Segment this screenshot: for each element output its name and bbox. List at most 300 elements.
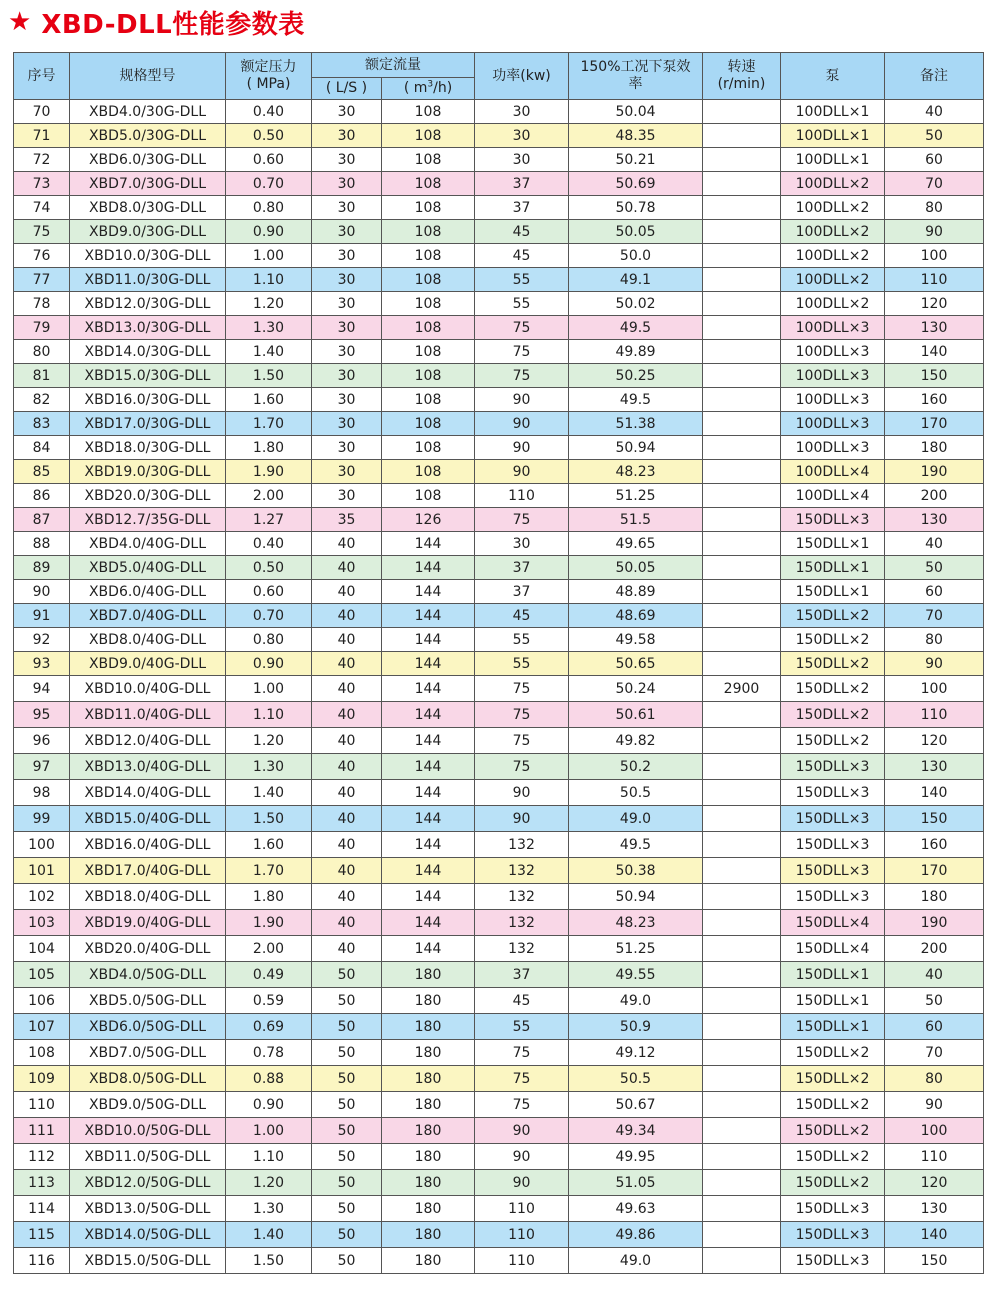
cell-remark: 90	[885, 652, 984, 676]
cell-efficiency: 49.0	[569, 1248, 703, 1274]
cell-speed	[703, 1066, 781, 1092]
cell-power: 37	[475, 196, 569, 220]
cell-no: 111	[14, 1118, 70, 1144]
table-row	[14, 676, 984, 702]
cell-pressure: 1.80	[226, 884, 312, 910]
table-row	[14, 1196, 984, 1222]
cell-remark: 80	[885, 628, 984, 652]
table-row	[14, 628, 984, 652]
cell-pressure: 1.80	[226, 436, 312, 460]
cell-remark: 200	[885, 936, 984, 962]
cell-flow-m3h: 108	[382, 244, 475, 268]
cell-efficiency: 51.25	[569, 484, 703, 508]
cell-speed	[703, 244, 781, 268]
cell-power: 30	[475, 100, 569, 124]
cell-pressure: 0.60	[226, 580, 312, 604]
cell-model: XBD11.0/40G-DLL	[70, 702, 226, 728]
table-row	[14, 962, 984, 988]
cell-no: 113	[14, 1170, 70, 1196]
cell-no: 82	[14, 388, 70, 412]
cell-power: 75	[475, 1066, 569, 1092]
cell-pressure: 0.40	[226, 532, 312, 556]
table-row	[14, 388, 984, 412]
cell-remark: 170	[885, 858, 984, 884]
cell-efficiency: 48.69	[569, 604, 703, 628]
cell-model: XBD6.0/50G-DLL	[70, 1014, 226, 1040]
cell-speed	[703, 1092, 781, 1118]
cell-power: 90	[475, 388, 569, 412]
cell-remark: 110	[885, 1144, 984, 1170]
cell-efficiency: 49.12	[569, 1040, 703, 1066]
cell-power: 30	[475, 124, 569, 148]
cell-flow-ls: 40	[312, 702, 382, 728]
table-row	[14, 1014, 984, 1040]
cell-speed	[703, 436, 781, 460]
cell-flow-m3h: 108	[382, 148, 475, 172]
table-row	[14, 1222, 984, 1248]
cell-power: 90	[475, 1144, 569, 1170]
cell-flow-ls: 30	[312, 460, 382, 484]
cell-efficiency: 49.34	[569, 1118, 703, 1144]
cell-flow-ls: 40	[312, 936, 382, 962]
cell-power: 37	[475, 962, 569, 988]
cell-model: XBD17.0/40G-DLL	[70, 858, 226, 884]
cell-flow-ls: 40	[312, 910, 382, 936]
cell-no: 96	[14, 728, 70, 754]
cell-efficiency: 50.05	[569, 220, 703, 244]
table-row	[14, 936, 984, 962]
cell-pump: 150DLL×1	[781, 532, 885, 556]
cell-speed	[703, 100, 781, 124]
cell-speed	[703, 316, 781, 340]
cell-remark: 130	[885, 508, 984, 532]
cell-model: XBD18.0/30G-DLL	[70, 436, 226, 460]
cell-efficiency: 49.1	[569, 268, 703, 292]
cell-no: 95	[14, 702, 70, 728]
cell-remark: 170	[885, 412, 984, 436]
cell-efficiency: 50.9	[569, 1014, 703, 1040]
table-row	[14, 460, 984, 484]
header-efficiency-line2: 率	[628, 76, 643, 92]
table-row	[14, 780, 984, 806]
cell-pressure: 1.60	[226, 832, 312, 858]
cell-model: XBD11.0/50G-DLL	[70, 1144, 226, 1170]
cell-no: 84	[14, 436, 70, 460]
cell-flow-ls: 30	[312, 316, 382, 340]
cell-flow-m3h: 144	[382, 676, 475, 702]
cell-efficiency: 49.55	[569, 962, 703, 988]
cell-pump: 100DLL×4	[781, 484, 885, 508]
cell-efficiency: 50.5	[569, 780, 703, 806]
cell-pump: 150DLL×2	[781, 702, 885, 728]
cell-power: 90	[475, 806, 569, 832]
table-row	[14, 1170, 984, 1196]
cell-no: 71	[14, 124, 70, 148]
cell-power: 55	[475, 652, 569, 676]
cell-efficiency: 49.5	[569, 832, 703, 858]
cell-remark: 100	[885, 1118, 984, 1144]
table-row	[14, 728, 984, 754]
cell-model: XBD20.0/40G-DLL	[70, 936, 226, 962]
cell-speed	[703, 532, 781, 556]
cell-power: 75	[475, 364, 569, 388]
header-pressure-unit: ( MPa)	[246, 76, 291, 92]
cell-flow-ls: 35	[312, 508, 382, 532]
cell-no: 87	[14, 508, 70, 532]
cell-remark: 200	[885, 484, 984, 508]
cell-speed	[703, 702, 781, 728]
cell-flow-m3h: 108	[382, 100, 475, 124]
cell-speed	[703, 124, 781, 148]
cell-pressure: 0.80	[226, 628, 312, 652]
cell-speed	[703, 1248, 781, 1274]
cell-flow-ls: 30	[312, 364, 382, 388]
cell-no: 115	[14, 1222, 70, 1248]
cell-pump: 150DLL×4	[781, 936, 885, 962]
cell-efficiency: 50.69	[569, 172, 703, 196]
cell-model: XBD16.0/40G-DLL	[70, 832, 226, 858]
cell-pressure: 0.90	[226, 220, 312, 244]
table-row	[14, 1248, 984, 1274]
cell-no: 78	[14, 292, 70, 316]
cell-no: 74	[14, 196, 70, 220]
cell-efficiency: 50.05	[569, 556, 703, 580]
cell-speed	[703, 556, 781, 580]
cell-efficiency: 50.5	[569, 1066, 703, 1092]
cell-power: 75	[475, 340, 569, 364]
cell-efficiency: 49.82	[569, 728, 703, 754]
cell-flow-m3h: 108	[382, 316, 475, 340]
cell-flow-m3h: 108	[382, 364, 475, 388]
table-body	[14, 100, 984, 1274]
cell-flow-ls: 30	[312, 100, 382, 124]
cell-power: 132	[475, 832, 569, 858]
cell-power: 45	[475, 244, 569, 268]
cell-pump: 150DLL×2	[781, 1170, 885, 1196]
cell-pump: 100DLL×2	[781, 172, 885, 196]
table-row	[14, 220, 984, 244]
cell-speed	[703, 364, 781, 388]
cell-speed	[703, 460, 781, 484]
cell-no: 86	[14, 484, 70, 508]
cell-flow-m3h: 144	[382, 910, 475, 936]
cell-pressure: 0.49	[226, 962, 312, 988]
cell-efficiency: 49.5	[569, 388, 703, 412]
cell-model: XBD9.0/30G-DLL	[70, 220, 226, 244]
cell-pump: 150DLL×2	[781, 604, 885, 628]
cell-pump: 100DLL×2	[781, 196, 885, 220]
cell-no: 102	[14, 884, 70, 910]
cell-no: 107	[14, 1014, 70, 1040]
cell-speed	[703, 172, 781, 196]
cell-flow-ls: 40	[312, 556, 382, 580]
cell-pump: 150DLL×1	[781, 988, 885, 1014]
cell-pressure: 1.20	[226, 728, 312, 754]
cell-model: XBD11.0/30G-DLL	[70, 268, 226, 292]
cell-pressure: 1.10	[226, 268, 312, 292]
cell-no: 106	[14, 988, 70, 1014]
cell-speed	[703, 1196, 781, 1222]
cell-no: 83	[14, 412, 70, 436]
cell-pump: 100DLL×1	[781, 124, 885, 148]
cell-no: 75	[14, 220, 70, 244]
cell-model: XBD7.0/30G-DLL	[70, 172, 226, 196]
cell-flow-ls: 50	[312, 1092, 382, 1118]
table-row	[14, 1040, 984, 1066]
cell-pressure: 1.40	[226, 780, 312, 806]
cell-remark: 160	[885, 832, 984, 858]
cell-no: 103	[14, 910, 70, 936]
cell-remark: 120	[885, 292, 984, 316]
header-efficiency	[569, 53, 703, 100]
cell-pump: 150DLL×3	[781, 780, 885, 806]
cell-power: 75	[475, 1040, 569, 1066]
cell-model: XBD19.0/40G-DLL	[70, 910, 226, 936]
cell-pressure: 0.90	[226, 1092, 312, 1118]
cell-model: XBD15.0/30G-DLL	[70, 364, 226, 388]
cell-efficiency: 48.89	[569, 580, 703, 604]
cell-power: 75	[475, 676, 569, 702]
cell-model: XBD9.0/50G-DLL	[70, 1092, 226, 1118]
cell-pump: 150DLL×2	[781, 652, 885, 676]
cell-no: 110	[14, 1092, 70, 1118]
cell-remark: 180	[885, 884, 984, 910]
performance-table	[13, 52, 984, 1274]
cell-speed	[703, 780, 781, 806]
cell-power: 132	[475, 936, 569, 962]
cell-pump: 150DLL×2	[781, 1118, 885, 1144]
cell-pressure: 1.30	[226, 316, 312, 340]
cell-remark: 70	[885, 1040, 984, 1066]
cell-speed	[703, 508, 781, 532]
cell-speed	[703, 652, 781, 676]
cell-model: XBD6.0/30G-DLL	[70, 148, 226, 172]
cell-flow-ls: 50	[312, 1066, 382, 1092]
cell-pressure: 2.00	[226, 936, 312, 962]
cell-remark: 150	[885, 806, 984, 832]
cell-model: XBD18.0/40G-DLL	[70, 884, 226, 910]
cell-flow-m3h: 108	[382, 388, 475, 412]
cell-no: 116	[14, 1248, 70, 1274]
cell-efficiency: 50.21	[569, 148, 703, 172]
cell-efficiency: 50.94	[569, 884, 703, 910]
cell-pump: 100DLL×2	[781, 268, 885, 292]
cell-flow-m3h: 180	[382, 1196, 475, 1222]
cell-remark: 60	[885, 580, 984, 604]
cell-flow-m3h: 108	[382, 220, 475, 244]
cell-power: 132	[475, 858, 569, 884]
cell-flow-m3h: 180	[382, 1092, 475, 1118]
cell-flow-ls: 40	[312, 728, 382, 754]
cell-efficiency: 49.0	[569, 988, 703, 1014]
cell-flow-m3h: 180	[382, 962, 475, 988]
cell-speed	[703, 1014, 781, 1040]
cell-flow-m3h: 144	[382, 532, 475, 556]
cell-pump: 100DLL×2	[781, 244, 885, 268]
cell-remark: 150	[885, 1248, 984, 1274]
cell-flow-m3h: 126	[382, 508, 475, 532]
cell-flow-m3h: 108	[382, 484, 475, 508]
cell-no: 88	[14, 532, 70, 556]
cell-remark: 110	[885, 268, 984, 292]
cell-power: 37	[475, 556, 569, 580]
cell-model: XBD8.0/40G-DLL	[70, 628, 226, 652]
cell-flow-ls: 40	[312, 652, 382, 676]
cell-pressure: 1.30	[226, 754, 312, 780]
cell-no: 99	[14, 806, 70, 832]
cell-flow-ls: 30	[312, 436, 382, 460]
cell-efficiency: 51.05	[569, 1170, 703, 1196]
cell-flow-ls: 40	[312, 832, 382, 858]
cell-speed	[703, 1170, 781, 1196]
cell-speed	[703, 580, 781, 604]
cell-flow-ls: 30	[312, 388, 382, 412]
cell-pressure: 1.30	[226, 1196, 312, 1222]
cell-pump: 150DLL×3	[781, 832, 885, 858]
table-row	[14, 1066, 984, 1092]
cell-efficiency: 49.0	[569, 806, 703, 832]
cell-model: XBD7.0/40G-DLL	[70, 604, 226, 628]
cell-power: 45	[475, 604, 569, 628]
star-icon: ★	[8, 7, 32, 37]
cell-power: 37	[475, 580, 569, 604]
cell-remark: 40	[885, 962, 984, 988]
cell-no: 70	[14, 100, 70, 124]
cell-efficiency: 50.65	[569, 652, 703, 676]
table-row	[14, 364, 984, 388]
cell-efficiency: 50.2	[569, 754, 703, 780]
cell-efficiency: 50.61	[569, 702, 703, 728]
cell-speed	[703, 292, 781, 316]
cell-speed: 2900	[703, 676, 781, 702]
cell-model: XBD4.0/50G-DLL	[70, 962, 226, 988]
cell-model: XBD12.0/40G-DLL	[70, 728, 226, 754]
cell-power: 75	[475, 316, 569, 340]
cell-efficiency: 51.25	[569, 936, 703, 962]
cell-remark: 100	[885, 244, 984, 268]
cell-power: 132	[475, 884, 569, 910]
table-row	[14, 508, 984, 532]
cell-pump: 150DLL×1	[781, 556, 885, 580]
table-row	[14, 532, 984, 556]
cell-pressure: 0.78	[226, 1040, 312, 1066]
cell-speed	[703, 1222, 781, 1248]
page-title	[8, 2, 305, 42]
header-flow: 额定流量	[312, 53, 475, 78]
cell-power: 110	[475, 1222, 569, 1248]
cell-no: 101	[14, 858, 70, 884]
cell-efficiency: 50.67	[569, 1092, 703, 1118]
cell-flow-ls: 40	[312, 806, 382, 832]
cell-model: XBD10.0/40G-DLL	[70, 676, 226, 702]
cell-model: XBD5.0/40G-DLL	[70, 556, 226, 580]
cell-flow-m3h: 144	[382, 628, 475, 652]
cell-no: 100	[14, 832, 70, 858]
cell-pump: 100DLL×3	[781, 316, 885, 340]
cell-speed	[703, 1144, 781, 1170]
cell-efficiency: 49.58	[569, 628, 703, 652]
cell-pump: 150DLL×3	[781, 1248, 885, 1274]
cell-pressure: 0.60	[226, 148, 312, 172]
cell-speed	[703, 388, 781, 412]
cell-power: 90	[475, 412, 569, 436]
cell-no: 73	[14, 172, 70, 196]
cell-no: 98	[14, 780, 70, 806]
cell-remark: 130	[885, 754, 984, 780]
cell-pump: 100DLL×3	[781, 436, 885, 460]
cell-flow-ls: 50	[312, 1222, 382, 1248]
table-row	[14, 292, 984, 316]
header-flow-m3h	[382, 78, 475, 100]
cell-pump: 150DLL×4	[781, 910, 885, 936]
cell-efficiency: 50.04	[569, 100, 703, 124]
cell-remark: 120	[885, 1170, 984, 1196]
cell-power: 75	[475, 702, 569, 728]
cell-power: 90	[475, 436, 569, 460]
cell-pump: 150DLL×3	[781, 754, 885, 780]
table-row	[14, 988, 984, 1014]
cell-no: 76	[14, 244, 70, 268]
cell-pressure: 1.40	[226, 340, 312, 364]
cell-flow-m3h: 180	[382, 1040, 475, 1066]
cell-power: 45	[475, 220, 569, 244]
cell-flow-ls: 50	[312, 1170, 382, 1196]
cell-speed	[703, 858, 781, 884]
table-row	[14, 1118, 984, 1144]
cell-efficiency: 49.86	[569, 1222, 703, 1248]
cell-no: 81	[14, 364, 70, 388]
cell-power: 30	[475, 148, 569, 172]
table-row	[14, 556, 984, 580]
cell-pressure: 0.50	[226, 124, 312, 148]
cell-pump: 150DLL×3	[781, 1222, 885, 1248]
table-row	[14, 604, 984, 628]
cell-power: 90	[475, 1118, 569, 1144]
cell-flow-m3h: 144	[382, 556, 475, 580]
cell-efficiency: 50.25	[569, 364, 703, 388]
cell-speed	[703, 220, 781, 244]
cell-speed	[703, 268, 781, 292]
cell-efficiency: 51.38	[569, 412, 703, 436]
cell-pump: 150DLL×2	[781, 628, 885, 652]
cell-model: XBD6.0/40G-DLL	[70, 580, 226, 604]
header-pressure	[226, 53, 312, 100]
cell-speed	[703, 728, 781, 754]
header-speed-unit: (r/min)	[717, 76, 766, 92]
cell-pressure: 0.69	[226, 1014, 312, 1040]
cell-flow-m3h: 144	[382, 936, 475, 962]
cell-pressure: 0.80	[226, 196, 312, 220]
cell-flow-m3h: 180	[382, 1066, 475, 1092]
cell-pressure: 0.70	[226, 604, 312, 628]
cell-flow-m3h: 108	[382, 412, 475, 436]
cell-no: 90	[14, 580, 70, 604]
cell-efficiency: 50.24	[569, 676, 703, 702]
cell-flow-ls: 50	[312, 1118, 382, 1144]
cell-speed	[703, 484, 781, 508]
cell-remark: 130	[885, 1196, 984, 1222]
cell-power: 90	[475, 1170, 569, 1196]
table-row	[14, 884, 984, 910]
header-flow-ls: ( L/S )	[312, 78, 382, 100]
cell-pump: 100DLL×1	[781, 148, 885, 172]
cell-flow-m3h: 180	[382, 1248, 475, 1274]
cell-pump: 100DLL×3	[781, 364, 885, 388]
cell-model: XBD5.0/50G-DLL	[70, 988, 226, 1014]
cell-model: XBD10.0/30G-DLL	[70, 244, 226, 268]
cell-speed	[703, 412, 781, 436]
cell-pump: 100DLL×4	[781, 460, 885, 484]
